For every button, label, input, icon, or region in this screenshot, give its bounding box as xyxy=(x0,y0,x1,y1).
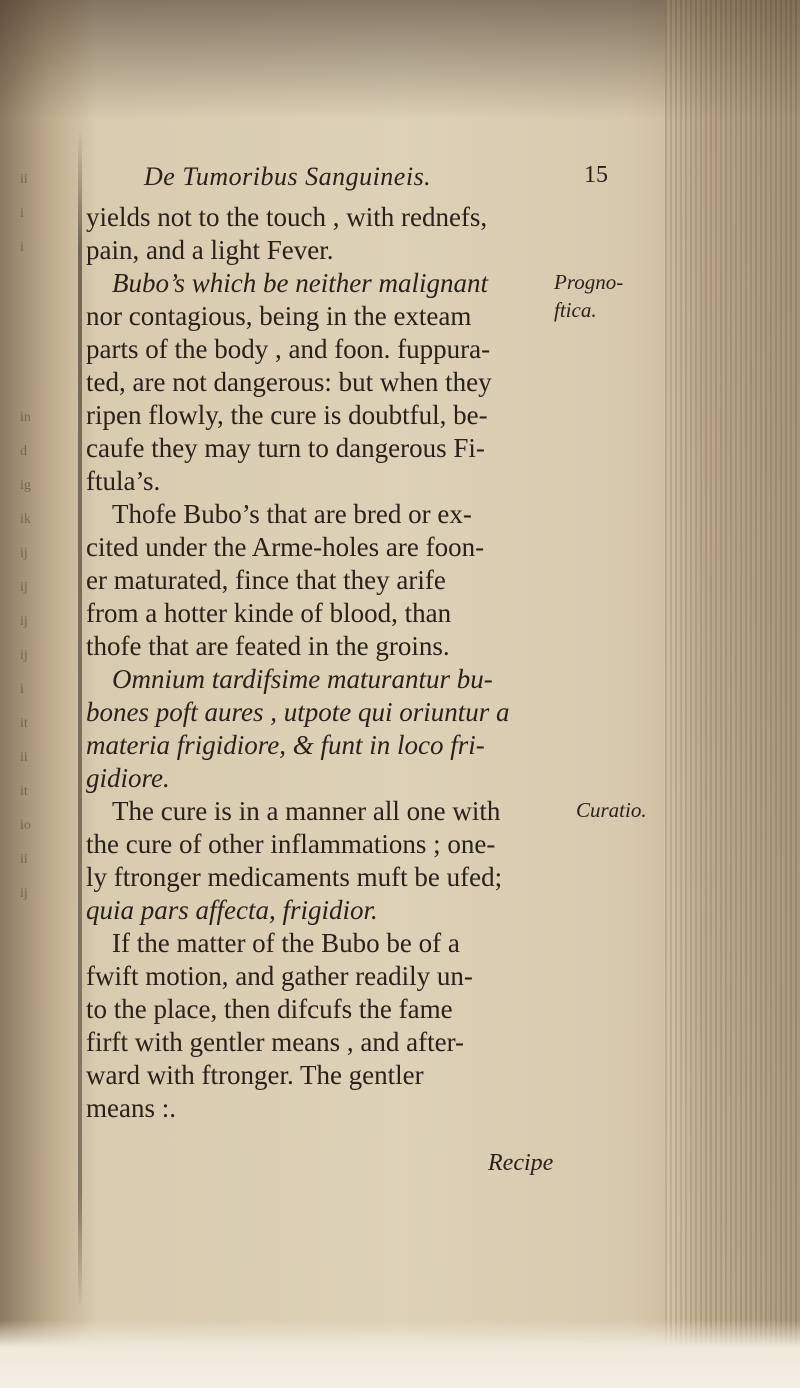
text-line: parts of the body , and foon. fuppura- xyxy=(86,334,491,364)
text-line: firft with gentler means , and after- xyxy=(86,1027,465,1057)
margin-fragment: ij xyxy=(20,648,28,663)
margin-fragment: ii xyxy=(20,750,28,765)
page-header xyxy=(84,162,624,202)
text-line: The cure is in a manner all one with xyxy=(112,796,501,826)
text-line: ward with ftronger. The gentler xyxy=(86,1060,424,1090)
text-line: ftula’s. xyxy=(86,466,161,496)
margin-fragment: it xyxy=(20,716,28,731)
margin-fragment: ij xyxy=(20,614,28,629)
text-line: If the matter of the Bubo be of a xyxy=(112,928,460,958)
text-line: pain, and a light Fever. xyxy=(86,235,334,265)
text-line: from a hotter kinde of blood, than xyxy=(86,598,452,628)
text-line: nor contagious, being in the exteam xyxy=(86,301,472,331)
text-line: means :. xyxy=(86,1093,176,1123)
text-line: caufe they may turn to dangerous Fi- xyxy=(86,433,485,463)
margin-fragment: ik xyxy=(20,512,31,527)
text-line: thofe that are feated in the groins. xyxy=(86,631,450,661)
page-number: 15 xyxy=(584,162,608,188)
text-line: ripen flowly, the cure is doubtful, be- xyxy=(86,400,488,430)
margin-fragment: in xyxy=(20,410,31,425)
margin-fragment: i xyxy=(20,206,24,221)
text-line: to the place, then difcufs the fame xyxy=(86,994,453,1024)
text-line: the cure of other inflammations ; one- xyxy=(86,829,496,859)
margin-fragment: ij xyxy=(20,580,28,595)
margin-fragment: i xyxy=(20,240,24,255)
running-title: De Tumoribus Sanguineis. xyxy=(144,162,432,191)
margin-fragment: ii xyxy=(20,852,28,867)
text-line: Bubo’s which be neither malignant xyxy=(112,268,488,298)
text-line: Thofe Bubo’s that are bred or ex- xyxy=(112,499,472,529)
text-line: Omnium tardifsime maturantur bu- xyxy=(112,664,493,694)
text-line: ly ftronger medicaments muft be ufed; xyxy=(86,862,503,892)
side-note-prognostica: Progno- ftica. xyxy=(554,270,624,322)
side-note-curatio: Curatio. xyxy=(576,798,647,822)
text-line: ted, are not dangerous: but when they xyxy=(86,367,492,397)
text-line: bones poft aures , utpote qui oriuntur a xyxy=(86,697,510,727)
page-stack-edge xyxy=(665,0,800,1388)
facing-page-margin xyxy=(20,172,80,901)
text-line: fwift motion, and gather readily un- xyxy=(86,961,473,991)
margin-fragment: it xyxy=(20,784,28,799)
text-line: er maturated, fince that they arife xyxy=(86,565,446,595)
text-line: quia pars affecta, frigidior. xyxy=(86,895,378,925)
margin-fragment: i xyxy=(20,682,24,697)
catchword: Recipe xyxy=(488,1150,554,1176)
text-line: cited under the Arme-holes are foon- xyxy=(86,532,485,562)
margin-fragment: d xyxy=(20,444,27,459)
margin-fragment: ij xyxy=(20,886,28,901)
margin-fragment: io xyxy=(20,818,31,833)
margin-fragment: ij xyxy=(20,546,28,561)
text-line: materia frigidiore, & funt in loco fri- xyxy=(86,730,485,760)
margin-fragment: ii xyxy=(20,172,28,187)
margin-fragment: ig xyxy=(20,478,31,493)
text-line: gidiore. xyxy=(86,763,170,793)
text-line: yields not to the touch , with rednefs, xyxy=(86,202,488,232)
book-page xyxy=(84,140,684,1340)
